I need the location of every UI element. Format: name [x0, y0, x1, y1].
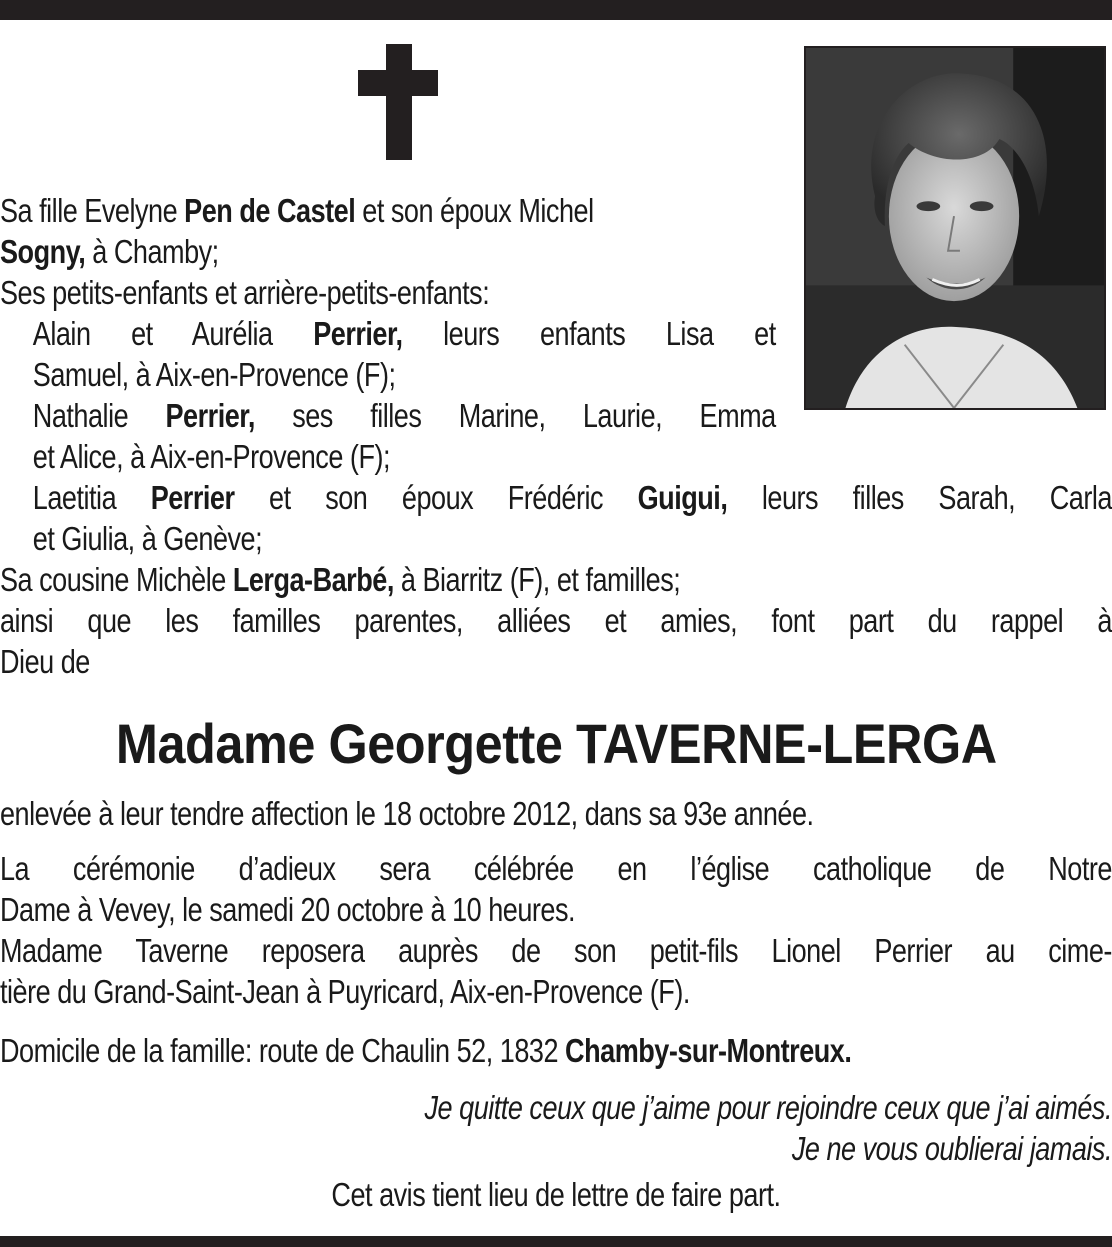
family-line-4: Alain et Aurélia Perrier, leurs enfants Lisa et [32, 315, 776, 352]
family-line-12: Dieu de [0, 643, 90, 680]
family-line-3: Ses petits-enfants et arrière-petits-enfants: [0, 274, 490, 311]
quote-line-2: Je ne vous oublierai jamais. [791, 1130, 1112, 1167]
ceremony-line-3: Madame Taverne reposera auprès de son petit-fils Lionel Perrier au cime- [0, 932, 1112, 969]
family-line-5: Samuel, à Aix-en-Provence (F); [32, 356, 396, 393]
family-block [0, 190, 776, 477]
cross-icon [358, 44, 438, 160]
family-block-wide [0, 477, 1112, 682]
ceremony-block [0, 848, 1112, 1012]
family-line-10: Sa cousine Michèle Lerga-Barbé, à Biarritz (F), et familles; [0, 561, 681, 598]
deceased-name: Madame Georgette TAVERNE-LERGA [115, 712, 997, 775]
family-line-9: et Giulia, à Genève; [32, 520, 263, 557]
family-line-1: Sa fille Evelyne Pen de Castel et son époux Michel [0, 192, 594, 229]
family-line-6: Nathalie Perrier, ses filles Marine, Laurie, Emma [32, 397, 776, 434]
family-line-7: et Alice, à Aix-en-Provence (F); [32, 438, 391, 475]
bottom-rule [0, 1236, 1112, 1247]
ceremony-line-1: La cérémonie d’adieux sera célébrée en l’église catholique de Notre [0, 850, 1112, 887]
family-line-8: Laetitia Perrier et son époux Frédéric Guigui, leurs filles Sarah, Carla [32, 479, 1112, 516]
family-line-11: ainsi que les familles parentes, alliées et amies, font part du rappel à [0, 602, 1112, 639]
closing-note: Cet avis tient lieu de lettre de faire part. [331, 1176, 781, 1213]
top-rule [0, 0, 1112, 20]
closing-quote [0, 1087, 1112, 1169]
quote-line-1: Je quitte ceux que j’aime pour rejoindre ceux que j’ai aimés. [424, 1089, 1112, 1126]
portrait-photo [804, 46, 1106, 410]
passing-text: enlevée à leur tendre affection le 18 octobre 2012, dans sa 93e année. [0, 795, 814, 832]
ceremony-line-2: Dame à Vevey, le samedi 20 octobre à 10 heures. [0, 891, 576, 928]
domicile-line: Domicile de la famille: route de Chaulin 52, 1832 Chamby-sur-Montreux. [0, 1032, 852, 1069]
family-line-2: Sogny, à Chamby; [0, 233, 219, 270]
ceremony-line-4: tière du Grand-Saint-Jean à Puyricard, Aix-en-Provence (F). [0, 973, 690, 1010]
